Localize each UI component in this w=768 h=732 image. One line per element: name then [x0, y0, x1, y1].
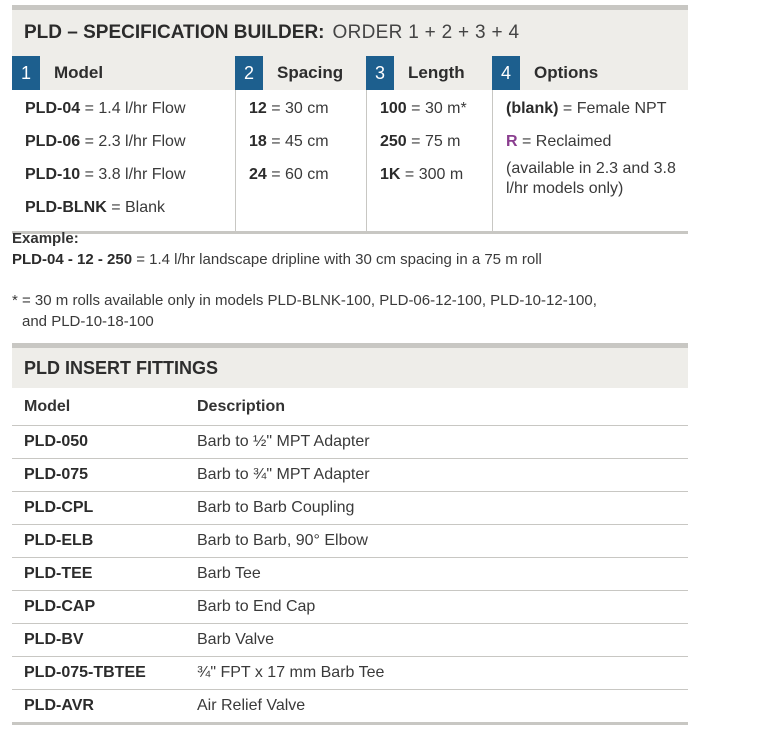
header-spacing	[235, 56, 366, 90]
spacing-desc: = 30 cm	[266, 100, 329, 117]
length-code: 100	[380, 100, 407, 117]
spec-body	[12, 90, 688, 234]
spacing-option	[249, 132, 366, 165]
model-code: PLD-04	[25, 100, 81, 117]
model-option	[25, 198, 235, 231]
fitting-model: PLD-BV	[24, 631, 84, 648]
fitting-model: PLD-050	[24, 433, 89, 450]
option-desc: = Reclaimed	[517, 133, 612, 150]
spacing-option	[249, 99, 366, 132]
spacing-code: 12	[249, 100, 267, 117]
length-column	[366, 90, 492, 231]
length-desc: = 300 m	[400, 166, 464, 183]
spec-title	[12, 5, 688, 56]
table-row	[12, 624, 688, 657]
example-text	[12, 249, 702, 271]
option-code-reclaimed: R	[506, 133, 518, 150]
footnote-line: * = 30 m rolls available only in models PLD-BLNK-100, PLD-06-12-100, PLD-10-12-100,	[12, 292, 597, 309]
option-code: (blank)	[506, 100, 559, 117]
model-option	[25, 99, 235, 132]
fitting-description: Air Relief Valve	[197, 697, 306, 714]
table-row	[12, 459, 688, 492]
length-option	[380, 132, 492, 165]
spec-title-order: ORDER 1 + 2 + 3 + 4	[332, 22, 520, 43]
spacing-desc: = 60 cm	[266, 166, 329, 183]
fittings-rows	[12, 426, 688, 725]
insert-fittings-table	[12, 343, 688, 725]
model-code: PLD-06	[25, 133, 81, 150]
spacing-column	[235, 90, 366, 231]
example-label: Example:	[12, 230, 79, 247]
fittings-header-row	[12, 388, 688, 426]
model-code: PLD-10	[25, 166, 81, 183]
fitting-description: Barb to Barb, 90° Elbow	[197, 532, 368, 549]
header-label: Model	[54, 63, 104, 82]
model-option	[25, 132, 235, 165]
fitting-description: Barb to ½" MPT Adapter	[197, 433, 370, 450]
fitting-model: PLD-075	[24, 466, 89, 483]
header-label: Spacing	[277, 63, 344, 82]
fitting-description: Barb to ¾" MPT Adapter	[197, 466, 370, 483]
example-desc: = 1.4 l/hr landscape dripline with 30 cm spacing in a 75 m roll	[132, 251, 542, 268]
fitting-model: PLD-CPL	[24, 499, 94, 516]
length-desc: = 75 m	[406, 133, 461, 150]
header-model	[12, 56, 235, 90]
model-desc: = 3.8 l/hr Flow	[80, 166, 186, 183]
length-option	[380, 165, 492, 198]
header-options	[492, 56, 688, 90]
fitting-description: Barb Valve	[197, 631, 275, 648]
header-model: Model	[24, 397, 71, 415]
fitting-description: Barb to Barb Coupling	[197, 499, 355, 516]
header-number: 3	[366, 56, 394, 90]
option-desc: = Female NPT	[558, 100, 667, 117]
header-length	[366, 56, 492, 90]
fitting-model: PLD-ELB	[24, 532, 94, 549]
model-desc: = Blank	[106, 199, 166, 216]
table-row	[12, 426, 688, 459]
fitting-model: PLD-TEE	[24, 565, 93, 582]
fitting-model: PLD-CAP	[24, 598, 96, 615]
length-option	[380, 99, 492, 132]
fittings-title: PLD INSERT FITTINGS	[12, 343, 688, 388]
example-block	[12, 229, 702, 271]
model-option	[25, 165, 235, 198]
table-row	[12, 690, 688, 725]
footnote-line: and PLD-10-18-100	[22, 313, 154, 330]
fitting-description: ¾" FPT x 17 mm Barb Tee	[197, 664, 385, 681]
table-row	[12, 591, 688, 624]
table-row	[12, 492, 688, 525]
header-number: 2	[235, 56, 263, 90]
header-number: 1	[12, 56, 40, 90]
spacing-code: 24	[249, 166, 267, 183]
spacing-desc: = 45 cm	[266, 133, 329, 150]
model-code: PLD-BLNK	[25, 199, 107, 216]
fitting-description: Barb to End Cap	[197, 598, 316, 615]
footnote	[12, 290, 702, 332]
example-code: PLD-04 - 12 - 250	[12, 251, 133, 268]
options-column	[492, 90, 688, 231]
length-code: 1K	[380, 166, 401, 183]
fitting-model: PLD-075-TBTEE	[24, 664, 146, 681]
header-description: Description	[197, 397, 286, 415]
specification-builder-table	[12, 5, 688, 234]
model-column	[12, 90, 235, 231]
option-blank	[506, 99, 688, 132]
header-label: Length	[408, 63, 465, 82]
model-desc: = 2.3 l/hr Flow	[80, 133, 186, 150]
spacing-option	[249, 165, 366, 198]
fitting-model: PLD-AVR	[24, 697, 94, 714]
length-code: 250	[380, 133, 407, 150]
spec-header-row	[12, 56, 688, 90]
table-row	[12, 657, 688, 690]
spec-title-bold: PLD – SPECIFICATION BUILDER:	[24, 22, 325, 43]
model-desc: = 1.4 l/hr Flow	[80, 100, 186, 117]
fitting-description: Barb Tee	[197, 565, 261, 582]
header-label: Options	[534, 63, 599, 82]
table-row	[12, 558, 688, 591]
reclaimed-note: (available in 2.3 and 3.8 l/hr models only)	[506, 160, 676, 197]
table-row	[12, 525, 688, 558]
header-number: 4	[492, 56, 520, 90]
spacing-code: 18	[249, 133, 267, 150]
length-desc: = 30 m*	[406, 100, 467, 117]
